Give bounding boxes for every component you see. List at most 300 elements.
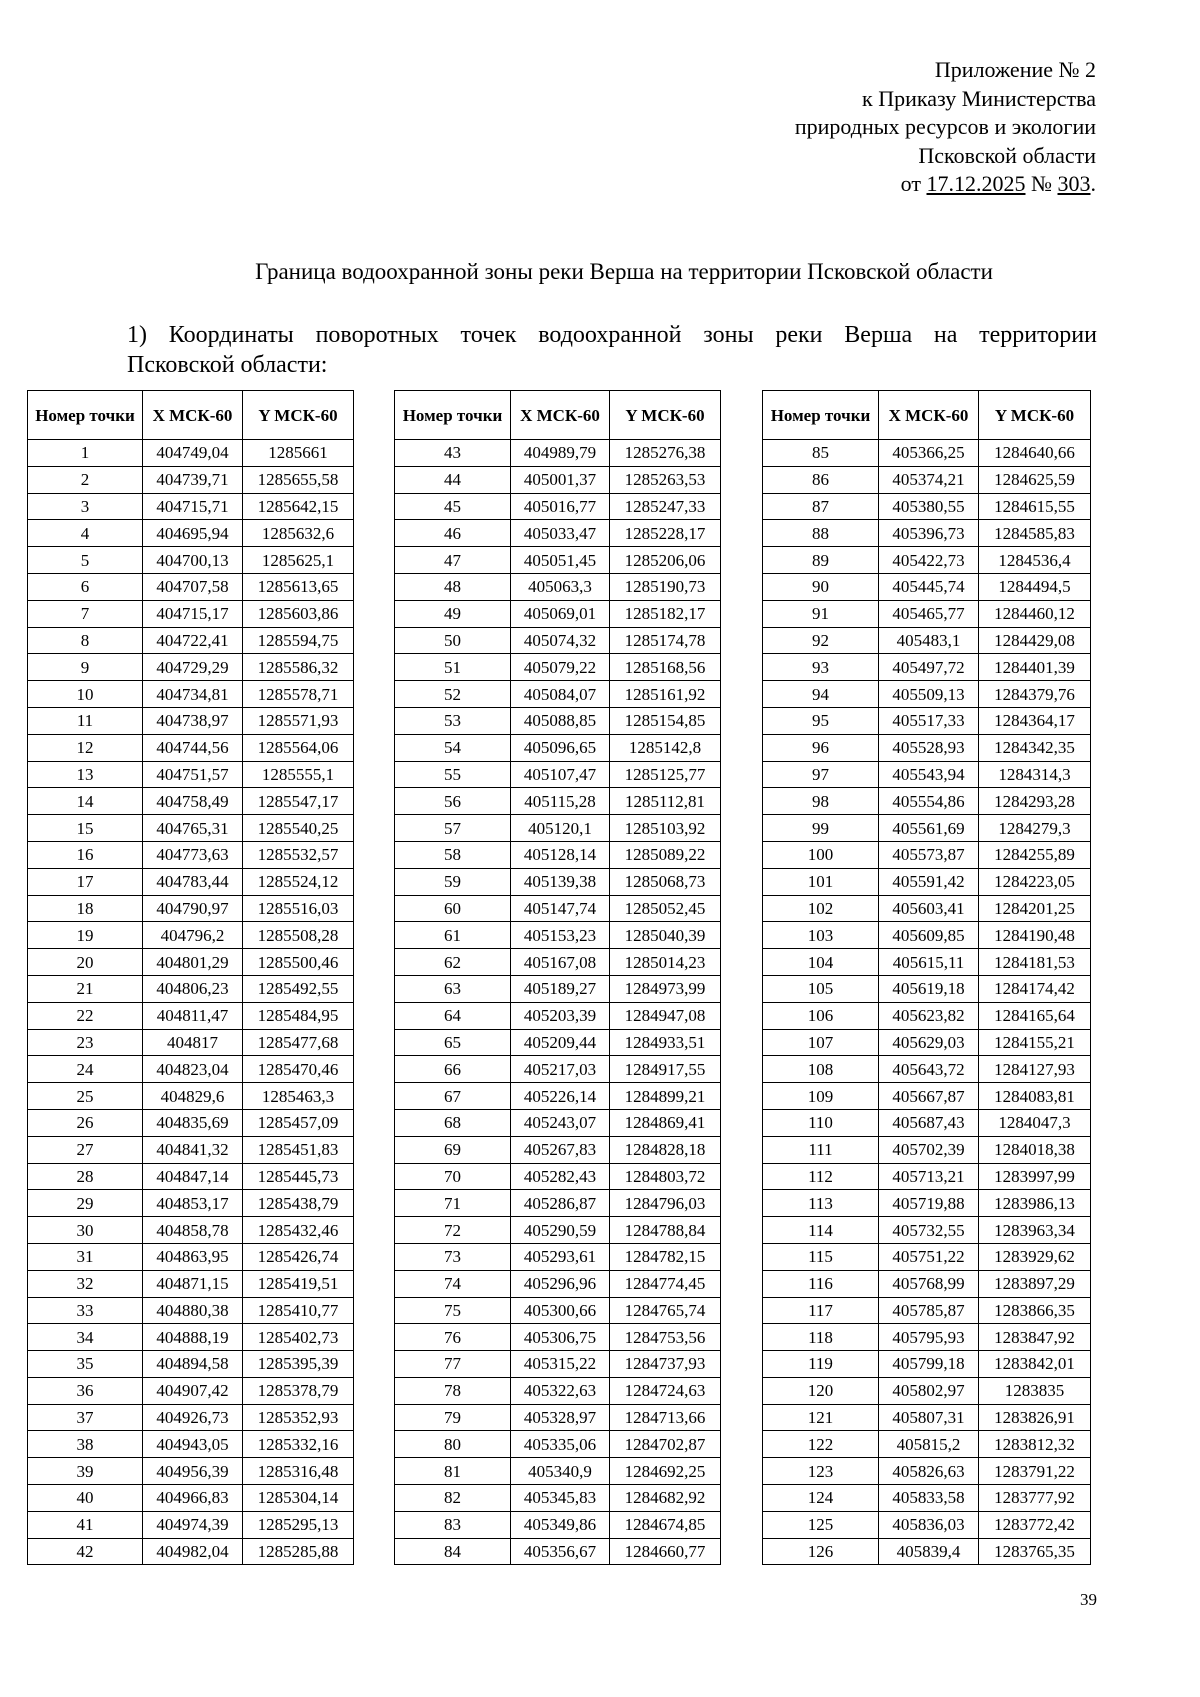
appendix-line: Приложение № 2: [934, 57, 1096, 82]
x-coordinate-cell: 404722,41: [143, 627, 243, 654]
point-number-cell: 114: [763, 1217, 879, 1244]
table-row: [28, 868, 354, 895]
x-coordinate-cell: 405226,14: [511, 1083, 610, 1110]
x-coordinate-cell: 404700,13: [143, 547, 243, 574]
y-coordinate-cell: 1284429,08: [979, 627, 1091, 654]
y-coordinate-cell: 1283765,35: [979, 1538, 1091, 1565]
table-row: [395, 1377, 721, 1404]
y-coordinate-cell: 1285190,73: [610, 573, 721, 600]
y-coordinate-cell: 1284047,3: [979, 1109, 1091, 1136]
point-number-cell: 46: [395, 520, 511, 547]
x-coordinate-cell: 405096,65: [511, 734, 610, 761]
table-row: [395, 1458, 721, 1485]
x-coordinate-cell: 405629,03: [879, 1029, 979, 1056]
x-coordinate-cell: 405719,88: [879, 1190, 979, 1217]
y-coordinate-cell: 1284899,21: [610, 1083, 721, 1110]
table-row: [763, 1458, 1091, 1485]
point-number-cell: 27: [28, 1136, 143, 1163]
x-coordinate-cell: 404744,56: [143, 734, 243, 761]
point-number-cell: 9: [28, 654, 143, 681]
point-number-cell: 72: [395, 1217, 511, 1244]
x-coordinate-cell: 405483,1: [879, 627, 979, 654]
y-coordinate-cell: 1285492,55: [243, 975, 354, 1002]
date-prefix: от: [900, 171, 927, 196]
x-coordinate-cell: 405713,21: [879, 1163, 979, 1190]
point-number-cell: 89: [763, 547, 879, 574]
table-row: [763, 761, 1091, 788]
table-row: [395, 1511, 721, 1538]
point-number-cell: 59: [395, 868, 511, 895]
table-row: [28, 600, 354, 627]
x-coordinate-cell: 404863,95: [143, 1243, 243, 1270]
point-number-cell: 35: [28, 1351, 143, 1378]
point-number-cell: 69: [395, 1136, 511, 1163]
point-number-cell: 122: [763, 1431, 879, 1458]
table-row: [28, 1297, 354, 1324]
point-number-cell: 116: [763, 1270, 879, 1297]
table-row: [28, 573, 354, 600]
x-coordinate-cell: 404847,14: [143, 1163, 243, 1190]
table-row: [395, 1324, 721, 1351]
point-number-cell: 41: [28, 1511, 143, 1538]
point-number-cell: 51: [395, 654, 511, 681]
table-row: [763, 1431, 1091, 1458]
table-row: [395, 788, 721, 815]
point-number-cell: 19: [28, 922, 143, 949]
y-coordinate-cell: 1283897,29: [979, 1270, 1091, 1297]
table-row: [395, 761, 721, 788]
table-row: [395, 600, 721, 627]
point-number-cell: 67: [395, 1083, 511, 1110]
x-coordinate-cell: 404765,31: [143, 815, 243, 842]
table-row: [763, 520, 1091, 547]
y-coordinate-cell: 1284279,3: [979, 815, 1091, 842]
point-number-cell: 56: [395, 788, 511, 815]
x-coordinate-cell: 404982,04: [143, 1538, 243, 1565]
point-number-cell: 79: [395, 1404, 511, 1431]
y-coordinate-cell: 1285451,83: [243, 1136, 354, 1163]
table-row: [763, 949, 1091, 976]
x-coordinate-cell: 404823,04: [143, 1056, 243, 1083]
point-number-cell: 81: [395, 1458, 511, 1485]
point-number-cell: 21: [28, 975, 143, 1002]
y-coordinate-cell: 1285228,17: [610, 520, 721, 547]
x-coordinate-cell: 405366,25: [879, 440, 979, 467]
x-coordinate-cell: 405687,43: [879, 1109, 979, 1136]
x-coordinate-cell: 405243,07: [511, 1109, 610, 1136]
table-row: [28, 1270, 354, 1297]
point-number-cell: 115: [763, 1243, 879, 1270]
y-coordinate-cell: 1285432,46: [243, 1217, 354, 1244]
table-row: [395, 895, 721, 922]
x-coordinate-cell: 405286,87: [511, 1190, 610, 1217]
table-row: [763, 1109, 1091, 1136]
y-coordinate-cell: 1284223,05: [979, 868, 1091, 895]
x-coordinate-cell: 405751,22: [879, 1243, 979, 1270]
y-coordinate-cell: 1284774,45: [610, 1270, 721, 1297]
x-coordinate-cell: 405001,37: [511, 466, 610, 493]
point-number-cell: 71: [395, 1190, 511, 1217]
x-coordinate-cell: 404801,29: [143, 949, 243, 976]
point-number-cell: 37: [28, 1404, 143, 1431]
point-number-cell: 74: [395, 1270, 511, 1297]
y-coordinate-cell: 1284342,35: [979, 734, 1091, 761]
point-number-cell: 62: [395, 949, 511, 976]
y-coordinate-cell: 1284788,84: [610, 1217, 721, 1244]
table-row: [763, 1163, 1091, 1190]
table-row: [28, 1324, 354, 1351]
table-row: [763, 1056, 1091, 1083]
point-number-cell: 63: [395, 975, 511, 1002]
point-number-cell: 121: [763, 1404, 879, 1431]
x-coordinate-cell: 405836,03: [879, 1511, 979, 1538]
x-coordinate-cell: 405084,07: [511, 681, 610, 708]
y-coordinate-cell: 1285304,14: [243, 1485, 354, 1512]
y-coordinate-cell: 1285594,75: [243, 627, 354, 654]
table-row: [763, 654, 1091, 681]
y-coordinate-cell: 1285161,92: [610, 681, 721, 708]
x-coordinate-cell: 405839,4: [879, 1538, 979, 1565]
point-number-cell: 38: [28, 1431, 143, 1458]
point-number-cell: 31: [28, 1243, 143, 1270]
order-number: 303: [1057, 171, 1091, 196]
appendix-line: природных ресурсов и экологии: [794, 114, 1096, 139]
table-row: [395, 1002, 721, 1029]
y-coordinate-cell: 1285603,86: [243, 600, 354, 627]
table-row: [28, 681, 354, 708]
y-coordinate-cell: 1285419,51: [243, 1270, 354, 1297]
x-coordinate-cell: 405509,13: [879, 681, 979, 708]
y-coordinate-cell: 1284640,66: [979, 440, 1091, 467]
x-coordinate-cell: 405345,83: [511, 1485, 610, 1512]
x-coordinate-cell: 404749,04: [143, 440, 243, 467]
table-row: [763, 627, 1091, 654]
x-coordinate-cell: 405016,77: [511, 493, 610, 520]
y-coordinate-cell: 1284190,48: [979, 922, 1091, 949]
point-number-cell: 113: [763, 1190, 879, 1217]
table-row: [28, 707, 354, 734]
x-coordinate-cell: 405120,1: [511, 815, 610, 842]
table-row: [28, 1056, 354, 1083]
y-coordinate-cell: 1284692,25: [610, 1458, 721, 1485]
table-row: [395, 1163, 721, 1190]
y-coordinate-cell: 1283842,01: [979, 1351, 1091, 1378]
header-y: Y МСК-60: [243, 391, 354, 440]
section-heading-line: 1) Координаты поворотных точек водоохранной зоны реки Верша на территории: [127, 322, 1097, 348]
point-number-cell: 97: [763, 761, 879, 788]
table-row: [395, 547, 721, 574]
table-row: [763, 788, 1091, 815]
y-coordinate-cell: 1284314,3: [979, 761, 1091, 788]
coordinates-table-1: [27, 390, 354, 1565]
x-coordinate-cell: 405139,38: [511, 868, 610, 895]
table-row: [395, 1297, 721, 1324]
point-number-cell: 64: [395, 1002, 511, 1029]
y-coordinate-cell: 1284615,55: [979, 493, 1091, 520]
y-coordinate-cell: 1285445,73: [243, 1163, 354, 1190]
x-coordinate-cell: 405147,74: [511, 895, 610, 922]
y-coordinate-cell: 1285263,53: [610, 466, 721, 493]
point-number-cell: 82: [395, 1485, 511, 1512]
point-number-cell: 100: [763, 841, 879, 868]
y-coordinate-cell: 1284083,81: [979, 1083, 1091, 1110]
y-coordinate-cell: 1285332,16: [243, 1431, 354, 1458]
x-coordinate-cell: 405051,45: [511, 547, 610, 574]
number-prefix: №: [1025, 171, 1058, 196]
point-number-cell: 85: [763, 440, 879, 467]
x-coordinate-cell: 405282,43: [511, 1163, 610, 1190]
y-coordinate-cell: 1285103,92: [610, 815, 721, 842]
x-coordinate-cell: 405833,58: [879, 1485, 979, 1512]
x-coordinate-cell: 405619,18: [879, 975, 979, 1002]
x-coordinate-cell: 404956,39: [143, 1458, 243, 1485]
x-coordinate-cell: 405290,59: [511, 1217, 610, 1244]
x-coordinate-cell: 404715,17: [143, 600, 243, 627]
table-row: [763, 734, 1091, 761]
table-row: [28, 949, 354, 976]
table-row: [395, 1404, 721, 1431]
point-number-cell: 14: [28, 788, 143, 815]
point-number-cell: 99: [763, 815, 879, 842]
order-line-end: .: [1090, 171, 1096, 196]
point-number-cell: 39: [28, 1458, 143, 1485]
x-coordinate-cell: 405802,97: [879, 1377, 979, 1404]
point-number-cell: 112: [763, 1163, 879, 1190]
x-coordinate-cell: 404841,32: [143, 1136, 243, 1163]
coordinates-table-2: [394, 390, 721, 1565]
point-number-cell: 83: [395, 1511, 511, 1538]
point-number-cell: 61: [395, 922, 511, 949]
table-row: [763, 547, 1091, 574]
point-number-cell: 88: [763, 520, 879, 547]
y-coordinate-cell: 1285125,77: [610, 761, 721, 788]
y-coordinate-cell: 1285378,79: [243, 1377, 354, 1404]
y-coordinate-cell: 1285516,03: [243, 895, 354, 922]
header-x: X МСК-60: [143, 391, 243, 440]
table-row: [395, 466, 721, 493]
y-coordinate-cell: 1285540,25: [243, 815, 354, 842]
table-row: [763, 1351, 1091, 1378]
table-row: [763, 1083, 1091, 1110]
table-row: [763, 493, 1091, 520]
x-coordinate-cell: 405322,63: [511, 1377, 610, 1404]
table-row: [28, 654, 354, 681]
section-heading-line: Псковской области:: [127, 352, 328, 378]
x-coordinate-cell: 404796,2: [143, 922, 243, 949]
x-coordinate-cell: 405293,61: [511, 1243, 610, 1270]
table-row: [763, 1002, 1091, 1029]
point-number-cell: 73: [395, 1243, 511, 1270]
point-number-cell: 11: [28, 707, 143, 734]
x-coordinate-cell: 405609,85: [879, 922, 979, 949]
y-coordinate-cell: 1285661: [243, 440, 354, 467]
table-row: [28, 1163, 354, 1190]
y-coordinate-cell: 1285477,68: [243, 1029, 354, 1056]
point-number-cell: 126: [763, 1538, 879, 1565]
header-point-number: Номер точки: [28, 391, 143, 440]
y-coordinate-cell: 1283777,92: [979, 1485, 1091, 1512]
x-coordinate-cell: 404751,57: [143, 761, 243, 788]
point-number-cell: 3: [28, 493, 143, 520]
point-number-cell: 42: [28, 1538, 143, 1565]
table-row: [763, 975, 1091, 1002]
x-coordinate-cell: 405826,63: [879, 1458, 979, 1485]
table-row: [395, 654, 721, 681]
table-row: [763, 1270, 1091, 1297]
point-number-cell: 70: [395, 1163, 511, 1190]
y-coordinate-cell: 1285508,28: [243, 922, 354, 949]
table-row: [28, 841, 354, 868]
y-coordinate-cell: 1285295,13: [243, 1511, 354, 1538]
x-coordinate-cell: 405107,47: [511, 761, 610, 788]
y-coordinate-cell: 1284702,87: [610, 1431, 721, 1458]
y-coordinate-cell: 1283929,62: [979, 1243, 1091, 1270]
x-coordinate-cell: 404707,58: [143, 573, 243, 600]
x-coordinate-cell: 405203,39: [511, 1002, 610, 1029]
x-coordinate-cell: 405296,96: [511, 1270, 610, 1297]
table-row: [28, 440, 354, 467]
point-number-cell: 95: [763, 707, 879, 734]
table-row: [28, 1485, 354, 1512]
y-coordinate-cell: 1285285,88: [243, 1538, 354, 1565]
x-coordinate-cell: 405543,94: [879, 761, 979, 788]
x-coordinate-cell: 405603,41: [879, 895, 979, 922]
table-row: [763, 868, 1091, 895]
point-number-cell: 29: [28, 1190, 143, 1217]
x-coordinate-cell: 405380,55: [879, 493, 979, 520]
point-number-cell: 40: [28, 1485, 143, 1512]
y-coordinate-cell: 1285457,09: [243, 1109, 354, 1136]
x-coordinate-cell: 404817: [143, 1029, 243, 1056]
y-coordinate-cell: 1283997,99: [979, 1163, 1091, 1190]
point-number-cell: 75: [395, 1297, 511, 1324]
point-number-cell: 28: [28, 1163, 143, 1190]
table-row: [28, 761, 354, 788]
point-number-cell: 78: [395, 1377, 511, 1404]
point-number-cell: 101: [763, 868, 879, 895]
y-coordinate-cell: 1284917,55: [610, 1056, 721, 1083]
x-coordinate-cell: 405465,77: [879, 600, 979, 627]
table-row: [763, 1190, 1091, 1217]
y-coordinate-cell: 1285642,15: [243, 493, 354, 520]
table-row: [28, 1002, 354, 1029]
y-coordinate-cell: 1285040,39: [610, 922, 721, 949]
point-number-cell: 80: [395, 1431, 511, 1458]
point-number-cell: 25: [28, 1083, 143, 1110]
point-number-cell: 91: [763, 600, 879, 627]
point-number-cell: 111: [763, 1136, 879, 1163]
table-header-row: [395, 391, 721, 440]
point-number-cell: 24: [28, 1056, 143, 1083]
point-number-cell: 20: [28, 949, 143, 976]
x-coordinate-cell: 404871,15: [143, 1270, 243, 1297]
y-coordinate-cell: 1284536,4: [979, 547, 1091, 574]
x-coordinate-cell: 405267,83: [511, 1136, 610, 1163]
table-row: [763, 815, 1091, 842]
x-coordinate-cell: 405799,18: [879, 1351, 979, 1378]
table-row: [395, 1538, 721, 1565]
y-coordinate-cell: 1285352,93: [243, 1404, 354, 1431]
point-number-cell: 55: [395, 761, 511, 788]
table-row: [763, 1485, 1091, 1512]
y-coordinate-cell: 1285395,39: [243, 1351, 354, 1378]
x-coordinate-cell: 404989,79: [511, 440, 610, 467]
point-number-cell: 47: [395, 547, 511, 574]
table-header-row: [28, 391, 354, 440]
table-row: [763, 681, 1091, 708]
header-point-number: Номер точки: [395, 391, 511, 440]
order-date: 17.12.2025: [926, 171, 1026, 196]
point-number-cell: 123: [763, 1458, 879, 1485]
table-row: [28, 1109, 354, 1136]
point-number-cell: 106: [763, 1002, 879, 1029]
point-number-cell: 125: [763, 1511, 879, 1538]
x-coordinate-cell: 405349,86: [511, 1511, 610, 1538]
x-coordinate-cell: 405306,75: [511, 1324, 610, 1351]
table-row: [28, 1538, 354, 1565]
table-row: [763, 707, 1091, 734]
table-row: [395, 922, 721, 949]
x-coordinate-cell: 405374,21: [879, 466, 979, 493]
table-row: [395, 841, 721, 868]
point-number-cell: 53: [395, 707, 511, 734]
table-row: [763, 440, 1091, 467]
x-coordinate-cell: 405623,82: [879, 1002, 979, 1029]
y-coordinate-cell: 1284724,63: [610, 1377, 721, 1404]
x-coordinate-cell: 405785,87: [879, 1297, 979, 1324]
point-number-cell: 17: [28, 868, 143, 895]
point-number-cell: 102: [763, 895, 879, 922]
table-row: [395, 520, 721, 547]
table-row: [395, 1056, 721, 1083]
y-coordinate-cell: 1285276,38: [610, 440, 721, 467]
header-point-number: Номер точки: [763, 391, 879, 440]
y-coordinate-cell: 1284165,64: [979, 1002, 1091, 1029]
y-coordinate-cell: 1285154,85: [610, 707, 721, 734]
point-number-cell: 32: [28, 1270, 143, 1297]
y-coordinate-cell: 1285182,17: [610, 600, 721, 627]
table-row: [763, 895, 1091, 922]
table-row: [763, 1297, 1091, 1324]
appendix-line: к Приказу Министерства: [862, 85, 1096, 111]
point-number-cell: 86: [763, 466, 879, 493]
header-x: X МСК-60: [511, 391, 610, 440]
x-coordinate-cell: 405422,73: [879, 547, 979, 574]
table-row: [28, 895, 354, 922]
point-number-cell: 52: [395, 681, 511, 708]
x-coordinate-cell: 405732,55: [879, 1217, 979, 1244]
point-number-cell: 93: [763, 654, 879, 681]
x-coordinate-cell: 405079,22: [511, 654, 610, 681]
y-coordinate-cell: 1284828,18: [610, 1136, 721, 1163]
appendix-block: [795, 56, 1096, 199]
x-coordinate-cell: 404894,58: [143, 1351, 243, 1378]
point-number-cell: 2: [28, 466, 143, 493]
y-coordinate-cell: 1285426,74: [243, 1243, 354, 1270]
x-coordinate-cell: 404907,42: [143, 1377, 243, 1404]
x-coordinate-cell: 405209,44: [511, 1029, 610, 1056]
x-coordinate-cell: 405189,27: [511, 975, 610, 1002]
table-row: [28, 493, 354, 520]
table-row: [395, 1190, 721, 1217]
y-coordinate-cell: 1285068,73: [610, 868, 721, 895]
y-coordinate-cell: 1284753,56: [610, 1324, 721, 1351]
point-number-cell: 84: [395, 1538, 511, 1565]
y-coordinate-cell: 1284181,53: [979, 949, 1091, 976]
y-coordinate-cell: 1285586,32: [243, 654, 354, 681]
point-number-cell: 7: [28, 600, 143, 627]
y-coordinate-cell: 1285625,1: [243, 547, 354, 574]
